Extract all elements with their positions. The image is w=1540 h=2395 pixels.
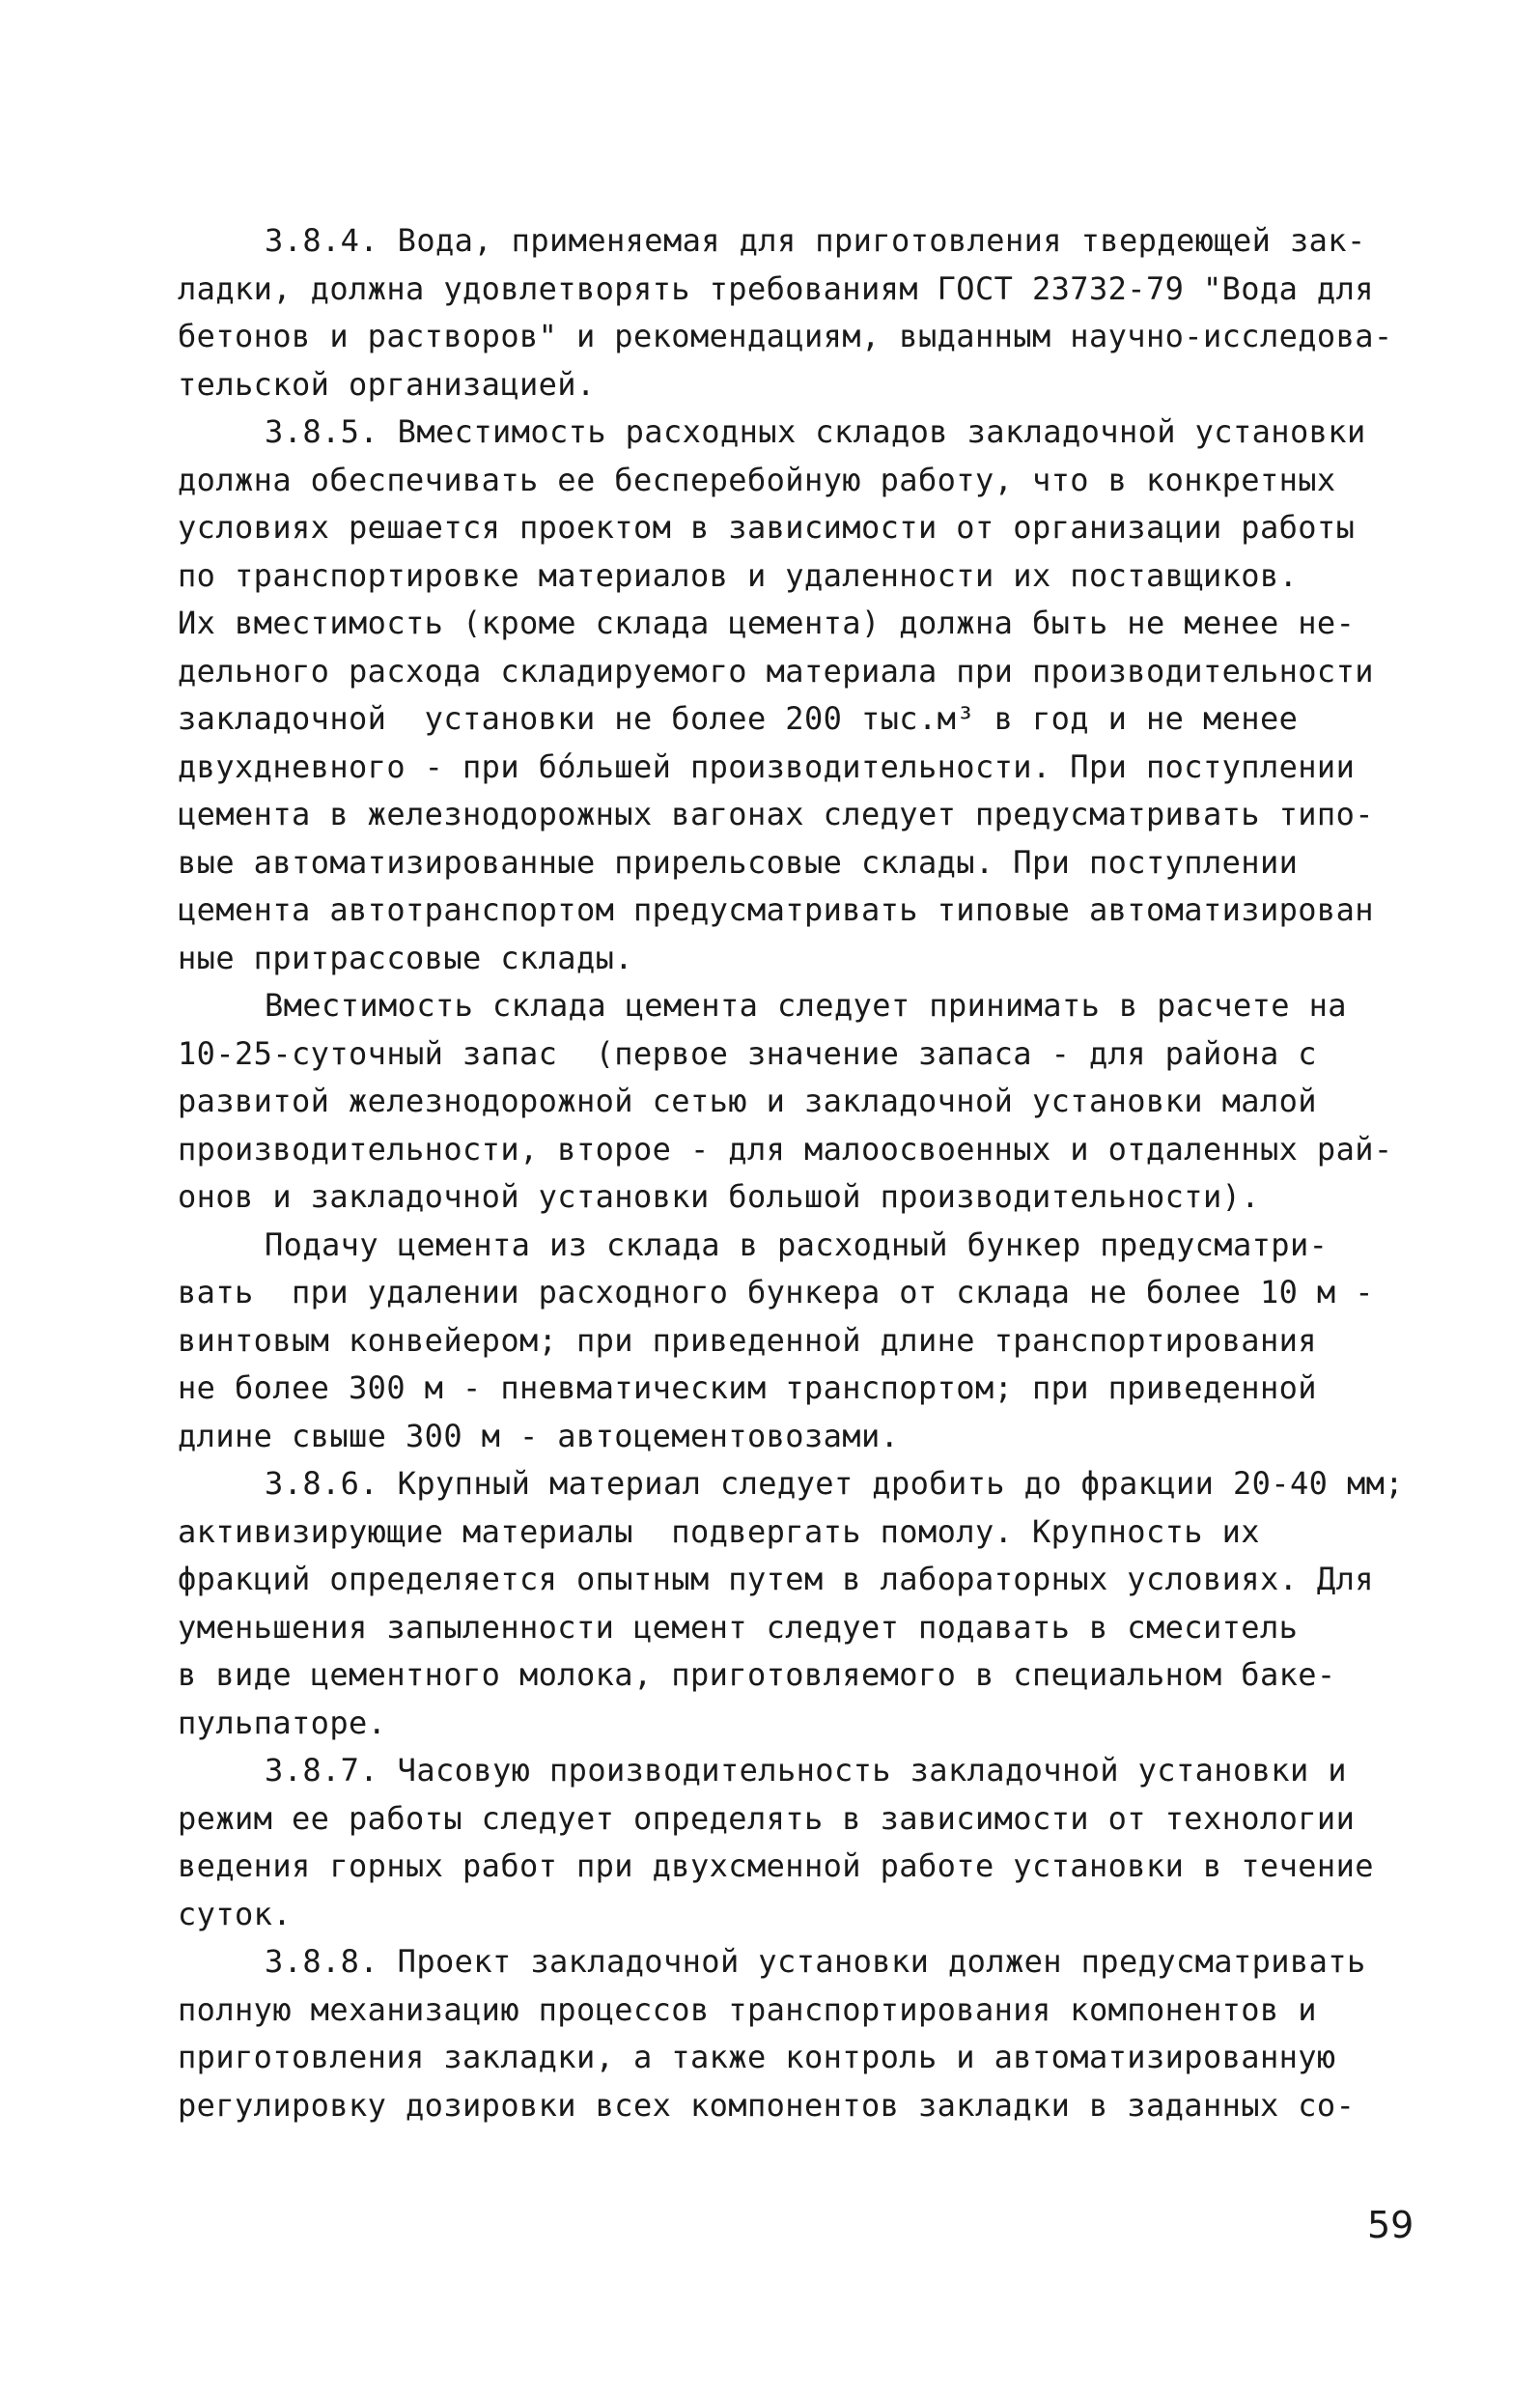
text-line: ные притрассовые склады. [178,939,633,976]
text-line: 3.8.4. Вода, применяемая для приготовления твердеющей зак- [265,222,1366,259]
text-line: ведения горных работ при двухсменной работе установки в течение [178,1847,1374,1884]
text-line: по транспортировке материалов и удаленности их поставщиков. [178,556,1299,594]
text-line: тельской организацией. [178,365,596,403]
text-line: онов и закладочной установки большой производительности). [178,1178,1260,1215]
text-line: режим ее работы следует определять в зависимости от технологии [178,1799,1356,1837]
text-line: 3.8.5. Вместимость расходных складов закладочной установки [265,413,1366,450]
text-line: приготовления закладки, а также контроль и автоматизированную [178,2039,1336,2075]
text-line: дельного расхода складируемого материала при производительности [178,652,1374,690]
text-line: 3.8.7. Часовую производительность закладочной установки и [265,1752,1347,1789]
text-line: не более 300 м - пневматическим транспортом; при приведенной [178,1369,1317,1406]
text-line: полную механизацию процессов транспортирования компонентов и [178,1990,1317,2028]
text-line: цемента автотранспортом предусматривать типовые автоматизирован [178,891,1374,928]
text-line: длине свыше 300 м - автоцементовозами. [178,1417,900,1454]
text-line: Вместимость склада цемента следует принимать в расчете на [265,987,1347,1024]
text-line: фракций определяется опытным путем в лабораторных условиях. Для [178,1561,1374,1597]
text-line: условиях решается проектом в зависимости от организации работы [178,509,1356,546]
text-line: закладочной установки не более 200 тыс.м³ в год и не менее [178,700,1299,737]
text-line: должна обеспечивать ее бесперебойную работу, что в конкретных [178,461,1336,498]
text-line: активизирующие материалы подвергать помолу. Крупность их [178,1512,1260,1550]
text-line: вать при удалении расходного бункера от склада не более 10 м - [178,1274,1374,1310]
text-line: производительности, второе - для малоосвоенных и отдаленных рай- [178,1130,1393,1168]
text-line: 3.8.8. Проект закладочной установки должен предусматривать [265,1943,1366,1980]
text-line: пульпаторе. [178,1704,387,1741]
text-line: двухдневного - при бóльшей производительности. При поступлении [178,747,1356,785]
text-line: уменьшения запыленности цемент следует подавать в смеситель [178,1608,1299,1646]
document-body [178,217,1423,2129]
page-number: 59 [1367,2204,1414,2246]
text-line: регулировку дозировки всех компонентов закладки в заданных со- [178,2086,1356,2124]
text-line: Их вместимость (кроме склада цемента) должна быть не менее не- [178,605,1356,641]
text-line: бетонов и растворов" и рекомендациям, выданным научно-исследова- [178,318,1393,354]
text-line: 10-25-суточный запас (первое значение запаса - для района с [178,1034,1317,1072]
text-line: цемента в железнодорожных вагонах следует предусматривать типо- [178,796,1374,832]
text-line: ладки, должна удовлетворять требованиям ГОСТ 23732-79 "Вода для [178,269,1374,307]
text-line: 3.8.6. Крупный материал следует дробить до фракции 20-40 мм; [265,1465,1404,1502]
text-line: Подачу цемента из склада в расходный бункер предусматри- [265,1226,1329,1263]
text-line: в виде цементного молока, приготовляемого в специальном баке- [178,1656,1336,1693]
text-line: развитой железнодорожной сетью и закладочной установки малой [178,1083,1317,1119]
text-line: винтовым конвейером; при приведенной длине транспортирования [178,1321,1317,1359]
text-line: вые автоматизированные прирельсовые склады. При поступлении [178,843,1299,881]
text-line: суток. [178,1895,292,1932]
